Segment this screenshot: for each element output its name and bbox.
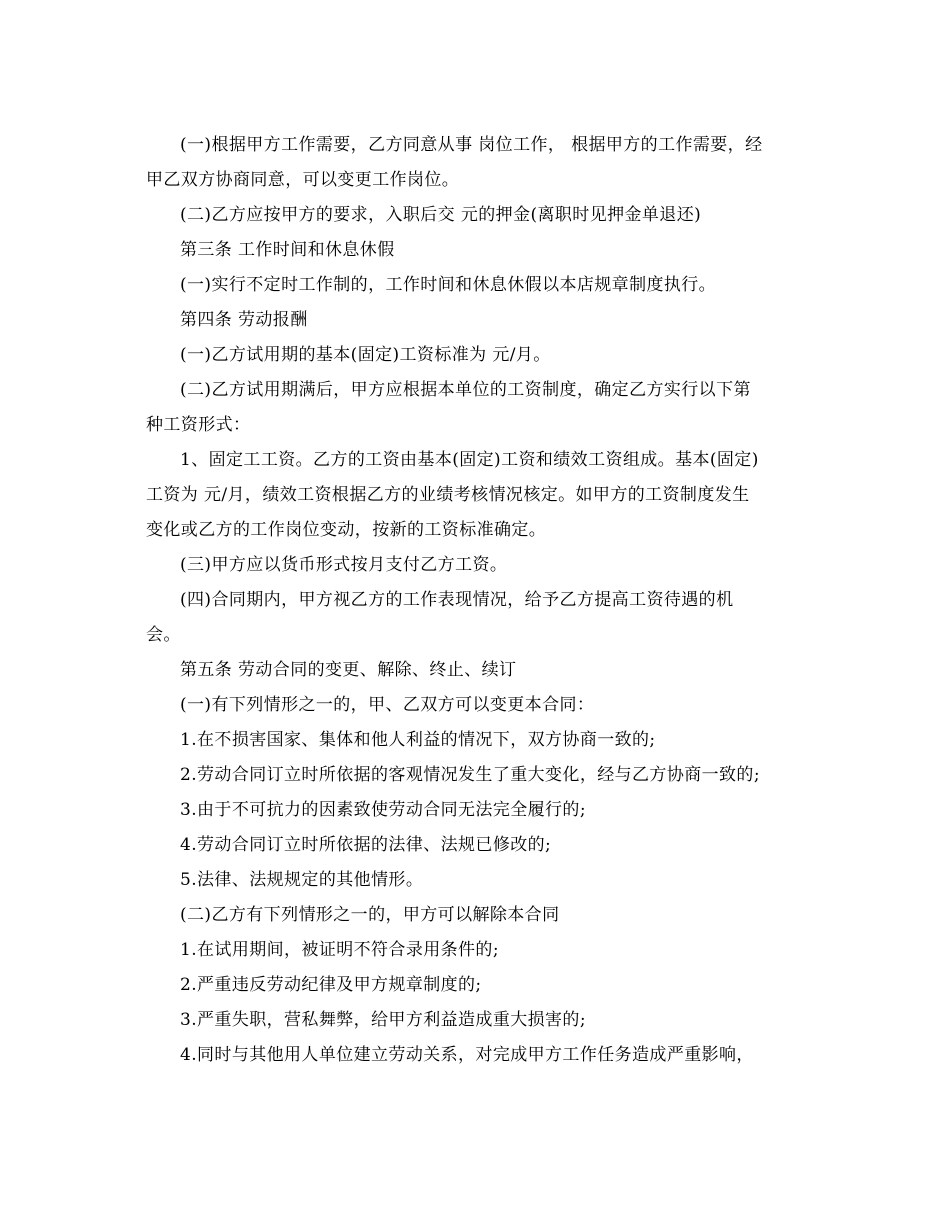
paragraph <box>146 758 810 793</box>
paragraph <box>146 863 810 898</box>
text-line: (三)甲方应以货币形式按月支付乙方工资。 <box>180 555 508 575</box>
text-line: (四)合同期内，甲方视乙方的工作表现情况，给予乙方提高工资待遇的机 <box>180 590 734 610</box>
paragraph <box>146 1038 810 1073</box>
text-line: 3.由于不可抗力的因素致使劳动合同无法完全履行的; <box>180 800 586 820</box>
text-line: 种工资形式： <box>146 415 251 435</box>
paragraph <box>146 198 810 233</box>
text-line: (一)实行不定时工作制的，工作时间和休息休假以本店规章制度执行。 <box>180 275 717 295</box>
paragraph <box>146 828 810 863</box>
text-line: 3.严重失职，营私舞弊，给甲方利益造成重大损害的; <box>180 1010 586 1030</box>
paragraph <box>146 268 810 303</box>
paragraph <box>146 723 810 758</box>
text-line: 2.劳动合同订立时所依据的客观情况发生了重大变化，经与乙方协商一致的; <box>180 765 760 785</box>
text-line: 变化或乙方的工作岗位变动，按新的工资标准确定。 <box>146 520 547 540</box>
paragraph <box>146 373 810 443</box>
paragraph <box>146 548 810 583</box>
text-line: 1.在试用期间，被证明不符合录用条件的; <box>180 940 499 960</box>
text-line: 第四条 劳动报酬 <box>180 310 308 330</box>
text-line: 4.劳动合同订立时所依据的法律、法规已修改的; <box>180 835 552 855</box>
paragraph <box>146 443 810 548</box>
text-line: 会。 <box>146 625 181 645</box>
paragraph <box>146 933 810 968</box>
text-line: 第三条 工作时间和休息休假 <box>180 240 395 260</box>
paragraph <box>146 898 810 933</box>
document-body <box>146 128 810 1073</box>
text-line: 第五条 劳动合同的变更、解除、终止、续订 <box>180 660 517 680</box>
paragraph <box>146 583 810 653</box>
paragraph <box>146 968 810 1003</box>
text-line: 2.严重违反劳动纪律及甲方规章制度的; <box>180 975 482 995</box>
paragraph <box>146 653 810 688</box>
paragraph <box>146 1003 810 1038</box>
text-line: (一)乙方试用期的基本(固定)工资标准为 元/月。 <box>180 345 551 365</box>
text-line: 4.同时与其他用人单位建立劳动关系，对完成甲方工作任务造成严重影响， <box>180 1045 754 1065</box>
paragraph <box>146 303 810 338</box>
paragraph <box>146 793 810 828</box>
text-line: (一)根据甲方工作需要，乙方同意从事 岗位工作， 根据甲方的工作需要，经 <box>180 135 763 155</box>
text-line: 5.法律、法规规定的其他情形。 <box>180 870 424 890</box>
text-line: (一)有下列情形之一的，甲、乙双方可以变更本合同： <box>180 695 595 715</box>
paragraph <box>146 688 810 723</box>
paragraph <box>146 338 810 373</box>
text-line: 工资为 元/月，绩效工资根据乙方的业绩考核情况核定。如甲方的工资制度发生 <box>146 485 750 505</box>
text-line: (二)乙方试用期满后，甲方应根据本单位的工资制度，确定乙方实行以下第 <box>180 380 751 400</box>
paragraph <box>146 128 810 198</box>
text-line: 1.在不损害国家、集体和他人利益的情况下，双方协商一致的; <box>180 730 656 750</box>
text-line: (二)乙方应按甲方的要求，入职后交 元的押金(离职时见押金单退还) <box>180 205 702 225</box>
text-line: (二)乙方有下列情形之一的，甲方可以解除本合同 <box>180 905 560 925</box>
text-line: 1、固定工工资。乙方的工资由基本(固定)工资和绩效工资组成。基本(固定) <box>180 450 759 470</box>
paragraph <box>146 233 810 268</box>
text-line: 甲乙双方协商同意，可以变更工作岗位。 <box>146 170 460 190</box>
